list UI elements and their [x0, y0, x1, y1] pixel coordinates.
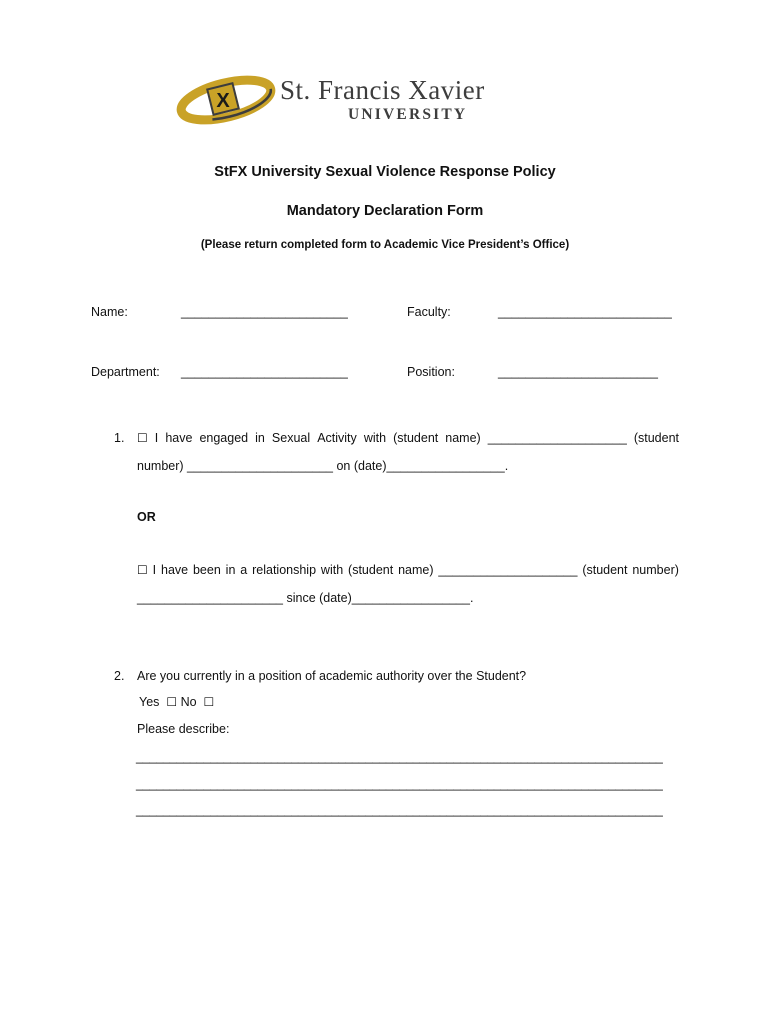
or-divider: OR [137, 510, 156, 524]
relationship-student-name-input[interactable]: ____________________ [438, 563, 578, 577]
describe-line-1[interactable]: ______________________________________________________________________________ [136, 750, 663, 764]
position-input[interactable]: _______________________ [498, 365, 658, 379]
describe-line-3[interactable]: ______________________________________________________________________________ [136, 803, 663, 817]
relationship-checkbox[interactable]: ☐ [137, 563, 148, 577]
name-input[interactable]: ________________________ [181, 305, 348, 319]
question-2-number: 2. [114, 669, 125, 683]
faculty-label: Faculty: [407, 305, 451, 319]
university-logo [176, 66, 556, 136]
logo-mark: X [216, 90, 230, 112]
name-label: Name: [91, 305, 128, 319]
no-label: No [180, 695, 197, 709]
question-1-line-2[interactable]: number) _____________________ on (date)_________________. [137, 459, 509, 473]
question-1-alt-line-2[interactable]: _____________________ since (date)_________________. [137, 591, 474, 605]
form-subtitle: Mandatory Declaration Form [286, 203, 484, 219]
position-label: Position: [407, 365, 455, 379]
faculty-input[interactable]: _________________________ [498, 305, 672, 319]
department-label: Department: [91, 365, 160, 379]
logo-university-sub: UNIVERSITY [348, 106, 468, 123]
sexual-activity-checkbox[interactable]: ☐ [137, 431, 148, 445]
logo-university-name: St. Francis Xavier [280, 75, 485, 105]
form-return-note: (Please return completed form to Academic Vice President’s Office) [200, 239, 570, 251]
question-1-line-1: ☐ I have engaged in Sexual Activity with (student name) ____________________ (student [137, 431, 679, 445]
yes-no-row [139, 695, 214, 709]
student-name-input[interactable]: ____________________ [487, 431, 627, 445]
no-checkbox[interactable]: ☐ [203, 695, 215, 709]
form-title: StFX University Sexual Violence Response Policy [214, 164, 556, 180]
describe-label: Please describe: [137, 722, 230, 736]
describe-line-2[interactable]: ______________________________________________________________________________ [136, 777, 663, 791]
department-input[interactable]: ________________________ [181, 365, 348, 379]
question-1-number: 1. [114, 431, 125, 445]
question-1-alt-line-1: ☐ I have been in a relationship with (student name) ____________________ (student number) [137, 563, 679, 577]
xavier-swoosh-icon [176, 66, 276, 130]
question-2-text: Are you currently in a position of academic authority over the Student? [137, 669, 527, 683]
yes-checkbox[interactable]: ☐ [166, 695, 178, 709]
yes-label: Yes [139, 695, 160, 709]
